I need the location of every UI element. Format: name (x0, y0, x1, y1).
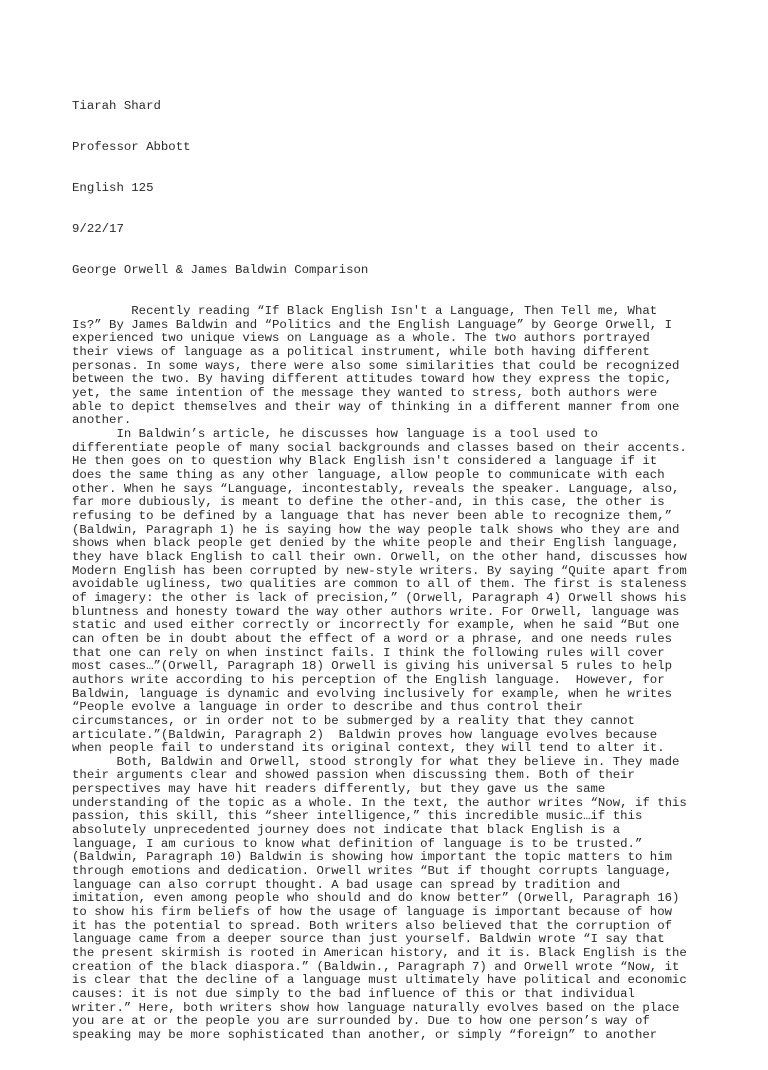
essay-line: static and used either correctly or incorrectly for example, when he said “But one (72, 618, 680, 633)
essay-line: absolutely unprecedented journey does not indicate that black English is a (72, 823, 621, 838)
essay-line: circumstances, or in order not to be submerged by a reality that they cannot (72, 713, 635, 728)
essay-line: Modern English has been corrupted by new-style writers. By saying “Quite apart from (72, 563, 687, 578)
essay-line: does the same thing as any other language, allow people to communicate with each (72, 468, 665, 483)
essay-line: (Baldwin, Paragraph 10) Baldwin is showing how important the topic matters to him (72, 850, 673, 865)
course-name: English 125 (72, 181, 154, 196)
essay-line: passion, this skill, this “sheer intelligence,” this incredible music…if this (72, 809, 643, 824)
essay-date: 9/22/17 (72, 222, 124, 237)
essay-line: Both, Baldwin and Orwell, stood strongly for what they believe in. They made (72, 754, 680, 769)
essay-line: Recently reading “If Black English Isn't a Language, Then Tell me, What (72, 304, 658, 319)
essay-line: differentiate people of many social backgrounds and classes based on their accents. (72, 440, 687, 455)
essay-line: perspectives may have hit readers differently, but they gave us the same (72, 782, 606, 797)
essay-line: of imagery: the other is lack of precision,” (Orwell, Paragraph 4) Orwell shows his (72, 590, 687, 605)
essay-line: “People evolve a language in order to describe and thus control their (72, 700, 584, 715)
essay-line: In Baldwin’s article, he discusses how language is a tool used to (72, 427, 598, 442)
essay-line: another. (72, 413, 132, 428)
essay-line: it has the potential to spread. Both writers also believed that the corruption of (72, 918, 673, 933)
essay-line: you are at or the people you are surrounded by. Due to how one person’s way of (72, 1014, 650, 1029)
essay-line: avoidable ugliness, two qualities are common to all of them. The first is staleness (72, 577, 687, 592)
essay-line: to show his firm beliefs of how the usage of language is important because of how (72, 905, 673, 920)
essay-line: (Baldwin, Paragraph 1) he is saying how the way people talk shows who they are and (72, 522, 680, 537)
essay-line: language came from a deeper source than just yourself. Baldwin wrote “I say that (72, 932, 665, 947)
essay-line: language can also corrupt thought. A bad usage can spread by tradition and (72, 877, 621, 892)
essay-line: Baldwin, language is dynamic and evolving inclusively for example, when he writes (72, 686, 673, 701)
essay-line: personas. In some ways, there were also some similarities that could be recognized (72, 358, 680, 373)
essay-line: yet, the same intention of the message they wanted to stress, both authors were (72, 386, 658, 401)
essay-line: between the two. By having different attitudes toward how they express the topic, (72, 372, 673, 387)
essay-line: able to depict themselves and their way of thinking in a different manner from one (72, 399, 680, 414)
essay-line: is clear that the decline of a language must ultimately have political and economic (72, 973, 687, 988)
essay-line: far more dubiously, is meant to define the other-and, in this case, the other is (72, 495, 665, 510)
essay-title: George Orwell & James Baldwin Comparison (72, 263, 369, 278)
essay-line: Is?” By James Baldwin and “Politics and the English Language” by George Orwell, I (72, 317, 673, 332)
essay-line: the present skirmish is rooted in American history, and it is. Black English is the (72, 946, 687, 960)
author-name: Tiarah Shard (72, 99, 161, 114)
essay-line: their views of language as a political instrument, while both having different (72, 345, 650, 360)
essay-line: refusing to be defined by a language that has never been able to recognize them,” (72, 509, 673, 523)
essay-text (72, 73, 712, 1070)
essay-line: creation of the black diaspora.” (Baldwin., Paragraph 7) and Orwell wrote “Now, it (72, 959, 680, 974)
essay-line: authors write according to his perception of the English language. However, for (72, 672, 665, 687)
essay-line: can often be in doubt about the effect of a word or a phrase, and one needs rules (72, 631, 673, 646)
essay-line: writer.” Here, both writers show how language naturally evolves based on the place (72, 1000, 680, 1015)
essay-line: they have black English to call their own. Orwell, on the other hand, discusses how (72, 549, 687, 564)
essay-line: through emotions and dedication. Orwell writes “But if thought corrupts language, (72, 864, 673, 879)
essay-line: bluntness and honesty toward the way other authors write. For Orwell, language was (72, 604, 680, 619)
professor-name: Professor Abbott (72, 140, 191, 155)
essay-line: language, I am curious to know what definition of language is to be trusted.” (72, 836, 643, 851)
essay-line: causes: it is not due simply to the bad influence of this or that individual (72, 986, 635, 1001)
essay-line: imitation, even among people who should and do know better” (Orwell, Paragraph 16) (72, 891, 680, 906)
essay-line: their arguments clear and showed passion when discussing them. Both of their (72, 768, 635, 783)
essay-line: that one can rely on when instinct fails. I think the following rules will cover (72, 645, 665, 660)
essay-line: shows when black people get denied by the white people and their English language, (72, 536, 680, 551)
essay-line: He then goes on to question why Black English isn't considered a language if it (72, 454, 658, 469)
essay-line: speaking may be more sophisticated than another, or simply “foreign” to another (72, 1027, 658, 1042)
essay-line: understanding of the topic as a whole. In the text, the author writes “Now, if this (72, 795, 687, 810)
essay-line: when people fail to understand its original context, they will tend to alter it. (72, 741, 665, 756)
essay-line: experienced two unique views on Language as a whole. The two authors portrayed (72, 331, 650, 346)
essay-line: most cases…”(Orwell, Paragraph 18) Orwell is giving his universal 5 rules to help (72, 659, 673, 674)
essay-body (72, 305, 712, 1042)
essay-line: articulate.”(Baldwin, Paragraph 2) Baldwin proves how language evolves because (72, 727, 658, 742)
essay-line: other. When he says “Language, incontestably, reveals the speaker. Language, also, (72, 481, 680, 496)
